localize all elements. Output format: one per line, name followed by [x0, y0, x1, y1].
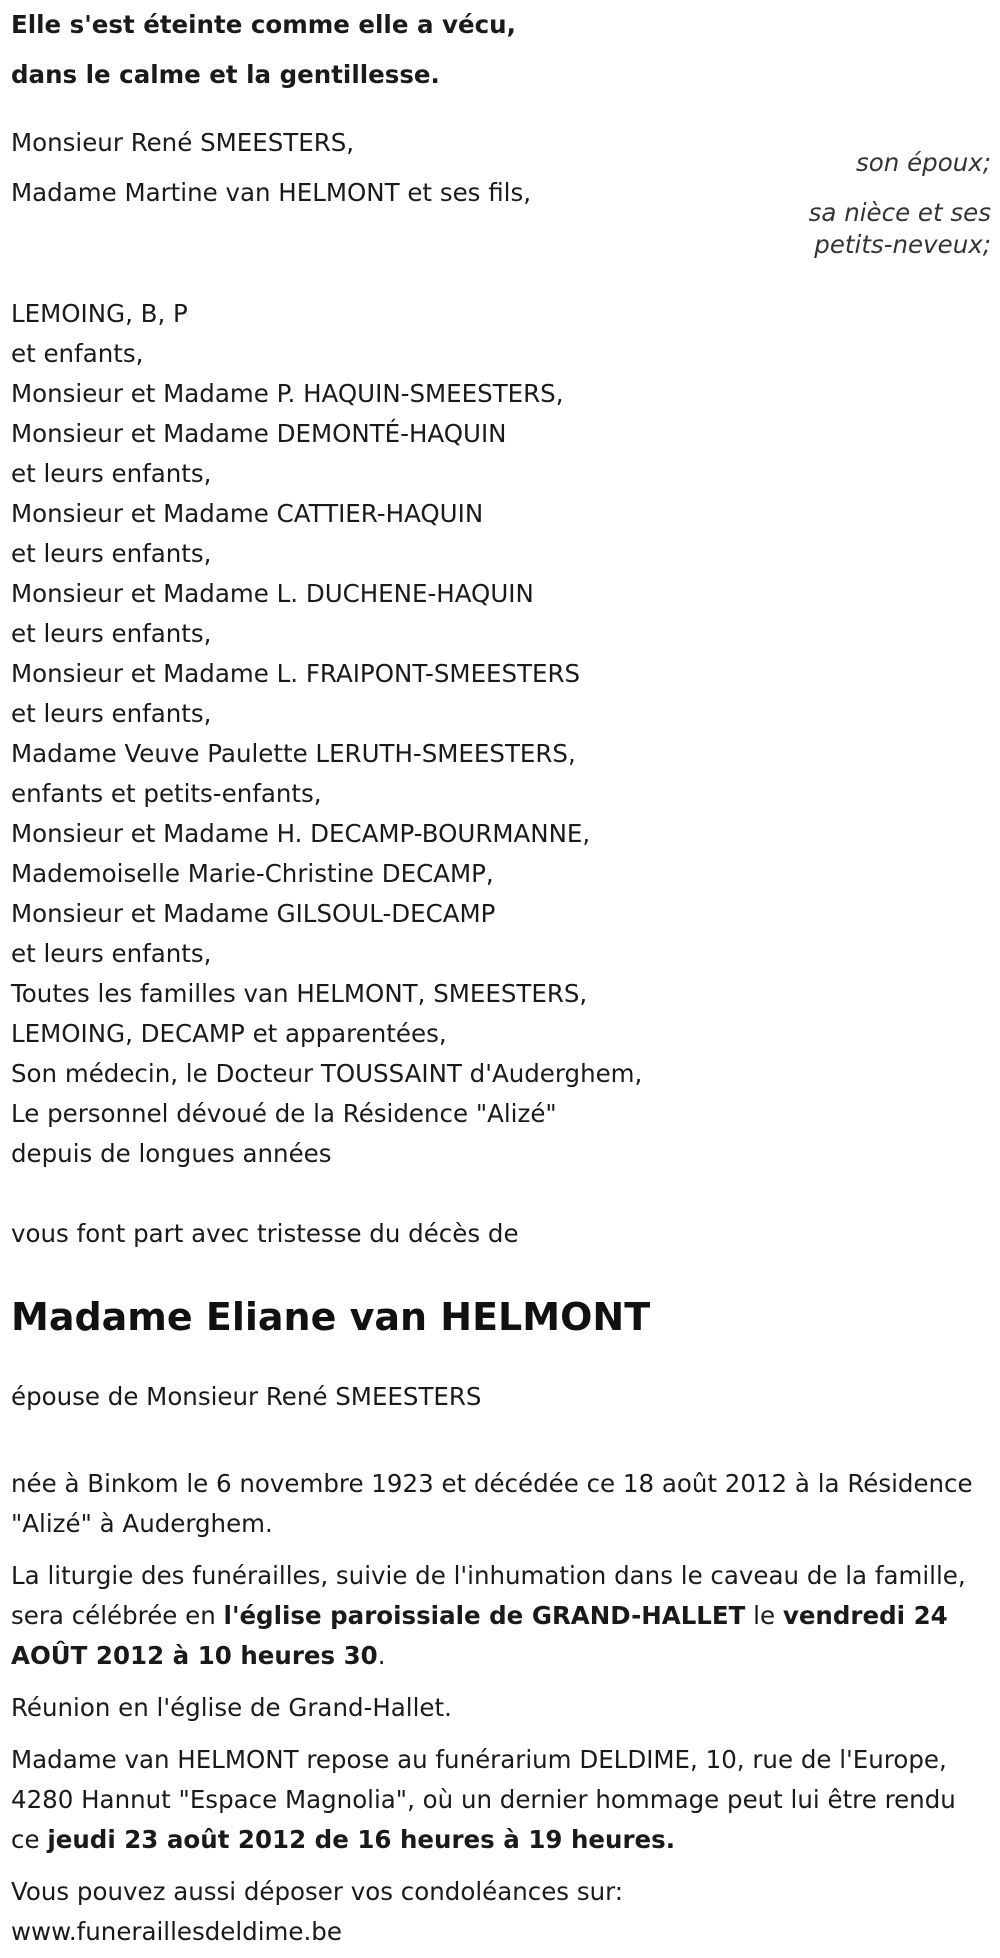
family-line: depuis de longues années — [11, 1139, 332, 1168]
relation-niece-line-2: petits-neveux; — [814, 230, 991, 259]
family-line: Monsieur et Madame GILSOUL-DECAMP — [11, 899, 496, 928]
primary-mourners — [11, 120, 991, 290]
family-line: Monsieur et Madame L. DUCHENE-HAQUIN — [11, 579, 534, 608]
obituary-page — [11, 0, 991, 1952]
birth-death-paragraph: née à Binkom le 6 novembre 1923 et décédée ce 18 août 2012 à la Résidence "Alizé" à Auderghem. — [11, 1469, 973, 1538]
family-line: et leurs enfants, — [11, 619, 212, 648]
family-line: enfants et petits-enfants, — [11, 779, 322, 808]
family-line: Monsieur et Madame H. DECAMP-BOURMANNE, — [11, 819, 591, 848]
relation-niece-line-1: sa nièce et ses — [808, 198, 991, 227]
family-line: Madame Veuve Paulette LERUTH-SMEESTERS, — [11, 739, 576, 768]
deceased-name: Madame Eliane van HELMONT — [11, 1295, 651, 1339]
relation-spouse — [856, 143, 991, 183]
announcement-text: vous font part avec tristesse du décès de — [11, 1219, 519, 1248]
quote-line-2: dans le calme et la gentillesse. — [11, 60, 440, 89]
family-line: Monsieur et Madame P. HAQUIN-SMEESTERS, — [11, 379, 564, 408]
family-line: et leurs enfants, — [11, 459, 212, 488]
liturgy-church: l'église paroissiale de GRAND-HALLET — [223, 1601, 746, 1630]
opening-quote — [11, 0, 991, 100]
family-line: et leurs enfants, — [11, 539, 212, 568]
family-line: Le personnel dévoué de la Résidence "Alizé" — [11, 1099, 557, 1128]
family-line: Toutes les familles van HELMONT, SMEESTERS, — [11, 979, 588, 1008]
condolences-text: Vous pouvez aussi déposer vos condoléances sur: — [11, 1877, 624, 1906]
funerarium-visiting-hours: jeudi 23 août 2012 de 16 heures à 19 heures. — [47, 1825, 676, 1854]
family-line: et leurs enfants, — [11, 939, 212, 968]
mourner-niece: Madame Martine van HELMONT et ses fils, — [11, 178, 532, 207]
family-line: LEMOING, B, P — [11, 299, 188, 328]
mourner-spouse: Monsieur René SMEESTERS, — [11, 128, 355, 157]
family-line: Monsieur et Madame L. FRAIPONT-SMEESTERS — [11, 659, 581, 688]
family-line: et leurs enfants, — [11, 699, 212, 728]
condolences-paragraph — [11, 1872, 991, 1952]
liturgy-text-3: . — [377, 1641, 386, 1670]
funerarium-text: Madame van HELMONT repose au funérarium DELDIME, 10, rue de l'Europe, 4280 Hannut "Espace Magnolia", où un dernier hommage peut lui être rendu ce — [11, 1745, 956, 1854]
family-line: Monsieur et Madame CATTIER-HAQUIN — [11, 499, 484, 528]
spouse-line: épouse de Monsieur René SMEESTERS — [11, 1382, 482, 1411]
reunion-paragraph: Réunion en l'église de Grand-Hallet. — [11, 1693, 452, 1722]
liturgy-text-1: La liturgie des funérailles, suivie de l'inhumation dans le caveau de la famille, sera célébrée en — [11, 1561, 966, 1630]
family-line: Mademoiselle Marie-Christine DECAMP, — [11, 859, 494, 888]
family-line: Monsieur et Madame DEMONTÉ-HAQUIN — [11, 419, 507, 448]
funerarium-paragraph — [11, 1740, 991, 1860]
family-line: et enfants, — [11, 339, 144, 368]
family-line: Son médecin, le Docteur TOUSSAINT d'Auderghem, — [11, 1059, 643, 1088]
liturgy-paragraph — [11, 1556, 991, 1676]
relation-spouse-line: son époux; — [856, 148, 991, 177]
family-list — [11, 294, 991, 1174]
family-line: LEMOING, DECAMP et apparentées, — [11, 1019, 447, 1048]
liturgy-datetime: vendredi 24 AOÛT 2012 à 10 heures 30 — [11, 1601, 948, 1670]
liturgy-text-2: le — [745, 1601, 783, 1630]
condolences-url[interactable]: www.funeraillesdeldime.be — [11, 1917, 342, 1946]
relation-niece — [809, 193, 991, 265]
quote-line-1: Elle s'est éteinte comme elle a vécu, — [11, 10, 516, 39]
